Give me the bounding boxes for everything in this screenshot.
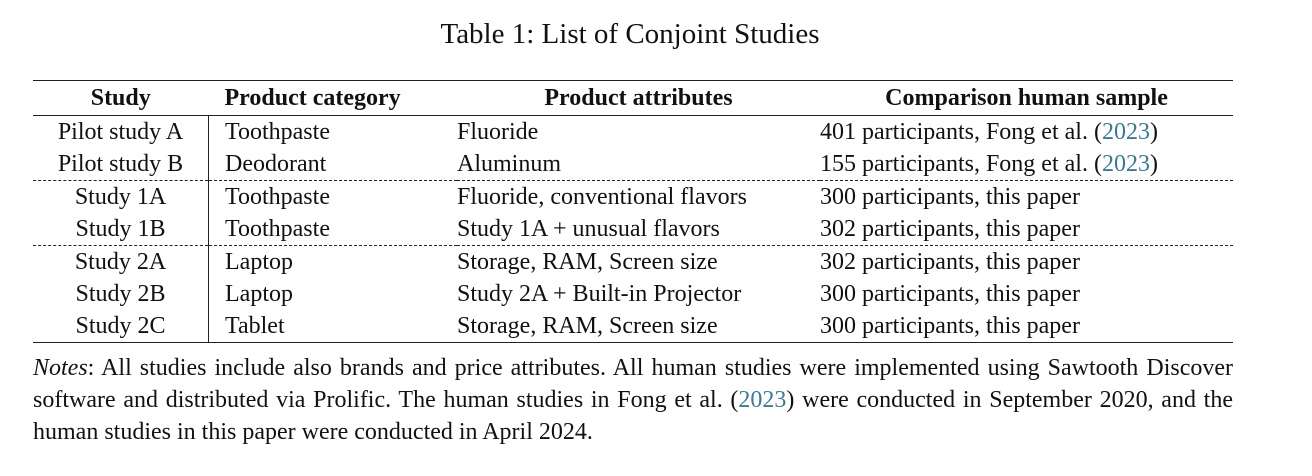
sample-close: ) <box>1149 119 1158 145</box>
cell-study: Study 1B <box>33 213 209 246</box>
cell-sample: 300 participants, this paper <box>820 184 1080 210</box>
cell-attributes: Storage, RAM, Screen size <box>457 249 718 275</box>
cell-study: Study 1A <box>33 181 209 214</box>
table-row <box>33 213 1233 246</box>
studies-table-wrapper <box>33 80 1233 343</box>
sample-close: ) <box>1149 151 1158 177</box>
citation-link[interactable]: 2023 <box>1101 119 1150 145</box>
cell-attributes: Fluoride, conventional flavors <box>457 184 747 210</box>
table-row <box>33 116 1233 149</box>
cell-sample: 300 participants, this paper <box>820 310 1233 343</box>
notes-text-1: : All studies include also brands and price attributes. All human studies were implemented using Sawtooth Discover software and distributed via Prolific. The human studies in Fong et al. ( <box>33 355 1233 413</box>
cell-sample: 302 participants, this paper <box>820 249 1080 275</box>
header-attributes: Product attributes <box>544 85 733 111</box>
cell-attributes: Study 1A + unusual flavors <box>457 213 820 246</box>
table-row <box>33 181 1233 214</box>
cell-attributes: Storage, RAM, Screen size <box>457 310 820 343</box>
cell-category: Laptop <box>225 281 293 307</box>
cell-sample <box>820 116 1233 149</box>
header-study: Study <box>90 85 151 111</box>
cell-attributes: Aluminum <box>457 148 820 181</box>
cell-sample: 302 participants, this paper <box>820 213 1233 246</box>
cell-study: Pilot study A <box>33 116 209 149</box>
cell-category: Laptop <box>225 249 293 275</box>
notes-citation-link[interactable]: 2023 <box>738 387 787 413</box>
studies-table <box>33 80 1233 343</box>
table-header-row <box>33 81 1233 116</box>
cell-sample <box>820 148 1233 181</box>
cell-category: Deodorant <box>209 148 458 181</box>
cell-sample: 300 participants, this paper <box>820 281 1080 307</box>
header-category: Product category <box>224 85 401 111</box>
table-notes <box>33 352 1233 448</box>
cell-study: Study 2C <box>33 310 209 343</box>
sample-text: 401 participants, Fong et al. ( <box>820 119 1102 145</box>
notes-text-2: ) were conducted in September 2020, and the human studies in this paper were conducted in April 2024. <box>33 387 1233 445</box>
sample-text: 155 participants, Fong et al. ( <box>820 151 1102 177</box>
table-row <box>33 246 1233 279</box>
table-row <box>33 278 1233 310</box>
citation-link[interactable]: 2023 <box>1101 151 1150 177</box>
cell-category: Toothpaste <box>225 119 330 145</box>
cell-attributes: Study 2A + Built-in Projector <box>457 281 742 307</box>
table-caption: Table 1: List of Conjoint Studies <box>440 18 820 50</box>
cell-attributes: Fluoride <box>457 119 539 145</box>
cell-study: Pilot study B <box>33 148 209 181</box>
cell-category: Toothpaste <box>225 184 330 210</box>
cell-category: Tablet <box>209 310 458 343</box>
table-row <box>33 148 1233 181</box>
cell-category: Toothpaste <box>209 213 458 246</box>
cell-study: Study 2A <box>33 246 209 279</box>
table-row <box>33 310 1233 343</box>
notes-label: Notes <box>33 355 88 381</box>
cell-study: Study 2B <box>33 278 209 310</box>
header-sample: Comparison human sample <box>885 85 1168 111</box>
